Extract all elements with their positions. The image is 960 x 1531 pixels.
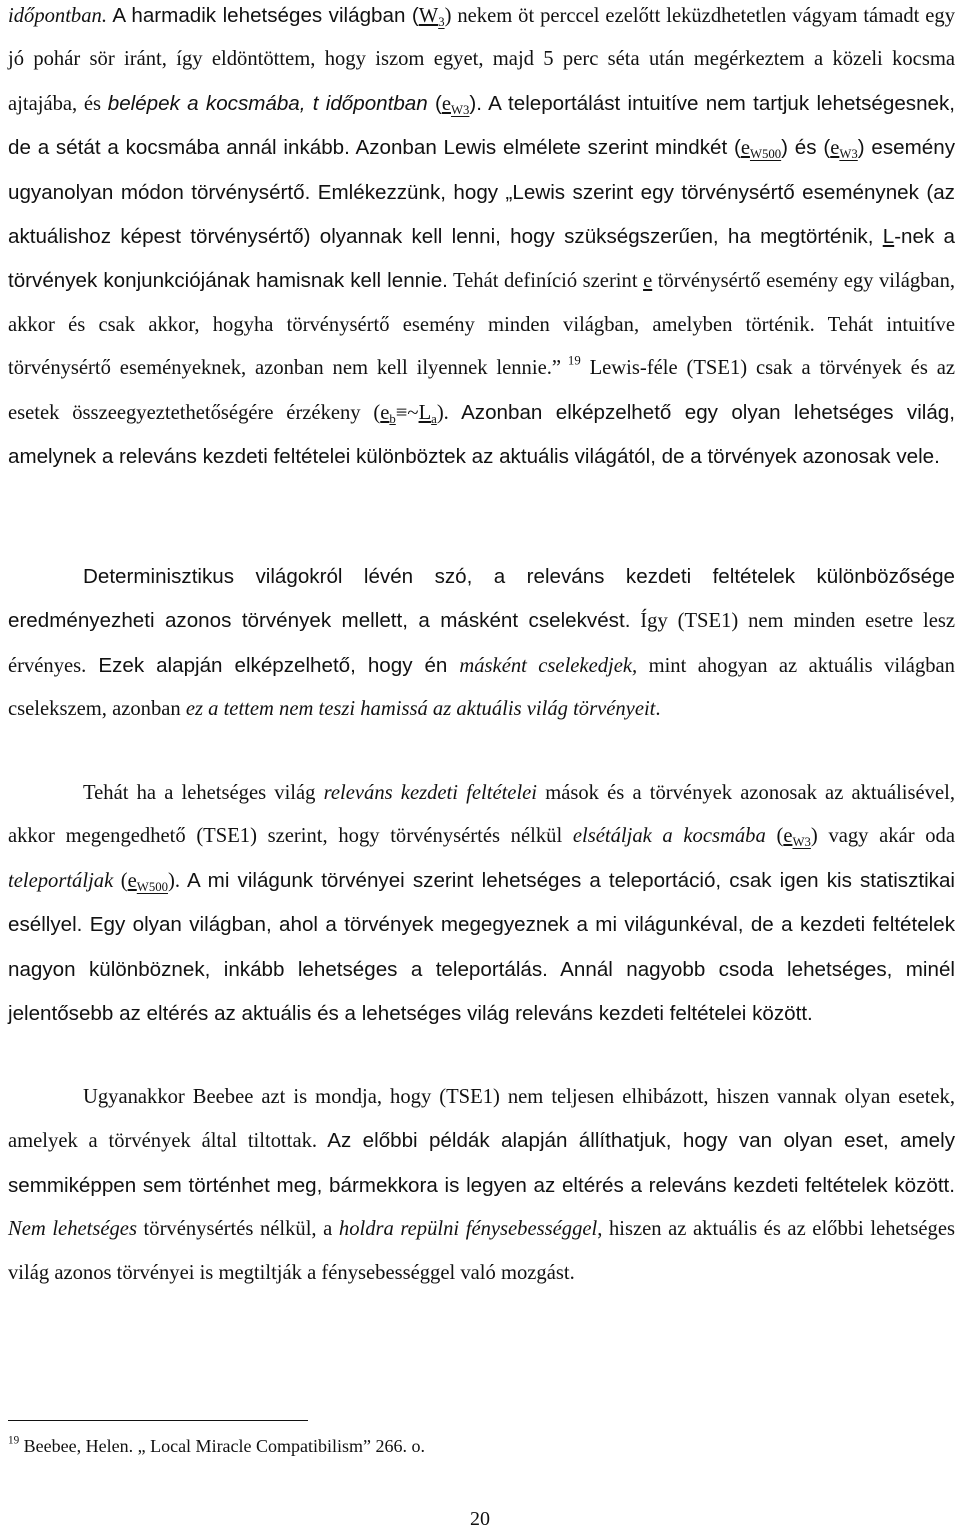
text-run: törvénysértés nélkül, a	[136, 1218, 339, 1241]
italic-text: belépek a kocsmába, t időpontban	[107, 91, 428, 115]
text-run: Lewis-féle (TSE1) csak a törvények és az esetek összeegyeztethetőségére érzékeny (	[8, 357, 955, 424]
text-run: ) és (	[781, 136, 831, 160]
quote-text: törvénysértő esemény egy világban, akkor és csak akkor, hogyha törvénysértő esemény minden világban, amelyben történik. Tehát intuitíve törvénysértő eseményeknek, azonban nem kell ilyennek lennie.”	[8, 270, 956, 380]
text-run: Azonban elképzelhető egy olyan lehetséges világ, amelynek a releváns kezdeti feltételei különböztek az aktuális világától, de a törvények azonosak vele.	[8, 400, 955, 469]
paragraph-3	[8, 772, 955, 1036]
event-symbol: e	[783, 825, 793, 848]
text-run: ) esemény ugyanolyan módon törvénysértő.	[8, 136, 955, 204]
italic-text: Nem lehetséges	[8, 1218, 137, 1241]
text-run: Determinisztikus világokról lévén szó, a releváns kezdeti feltételek különbözősége eredményezheti azonos törvények mellett, a másként cselekvést.	[8, 565, 955, 633]
quote-text: Tehát definíció szerint	[447, 270, 644, 293]
quote-text: -nek a törvények konjunkciójának hamisnak kell lennie.	[8, 225, 955, 293]
text-run: mint ahogyan az aktuális világban cselekszem, azonban	[8, 654, 955, 721]
italic-text: ez a tettem nem teszi hamissá az aktuális világ törvényeit	[185, 698, 656, 721]
text-run: (	[427, 91, 442, 115]
text-run: (	[765, 825, 784, 848]
event-symbol: e	[830, 137, 840, 160]
subscript: W3	[450, 102, 470, 117]
world-symbol: W	[418, 5, 439, 27]
subscript: a	[431, 411, 437, 426]
text-run: ) vagy akár oda	[810, 825, 955, 848]
text-run: Az előbbi példák alapján állíthatjuk, hogy van olyan eset, amely semmiképpen sem történhet meg, bármekkora is legyen az eltérés a releváns kezdeti feltételek között.	[8, 1129, 955, 1197]
text-run: időpontban.	[8, 5, 107, 27]
quote-text: Emlékezzünk, hogy „Lewis szerint egy törvénysértő eseménynek (az aktuálishoz képest törvénysértő) olyannak kell lenni, hogy szükségszerűen, ha megtörténik,	[8, 180, 955, 249]
italic-text: holdra repülni fénysebességgel	[338, 1218, 598, 1241]
equivalence-symbol: ≡~	[395, 401, 419, 424]
event-symbol: e	[380, 401, 390, 424]
subscript: 3	[438, 14, 445, 29]
event-symbol: e	[740, 137, 750, 160]
event-symbol: e	[643, 270, 653, 293]
text-run: ).	[436, 401, 449, 424]
text-run: mások és a törvények azonosak az aktuálisével, akkor megengedhető (TSE1) szerint, hogy törvénysértés nélkül	[8, 782, 955, 848]
subscript: W500	[136, 879, 168, 894]
event-symbol: e	[127, 869, 137, 892]
italic-text: elsétáljak a kocsmába	[572, 825, 766, 848]
italic-text: teleportáljak	[8, 869, 114, 892]
text-run: ).	[167, 869, 180, 892]
footnote-reference[interactable]: 19	[561, 353, 581, 368]
subscript: b	[389, 411, 396, 426]
text-run: Tehát ha a lehetséges világ	[83, 782, 324, 804]
subscript: W3	[839, 147, 858, 162]
paragraph-1	[8, 0, 955, 479]
subscript: W500	[749, 147, 782, 162]
laws-symbol: L	[882, 225, 895, 249]
italic-text: másként cselekedjek,	[459, 654, 638, 677]
text-run: Ugyanakkor Beebee azt is mondja, hogy (TSE1) nem teljesen elhibázott, hiszen vannak olyan esetek, amelyek a törvények által tiltottak.	[8, 1086, 955, 1153]
text-run: .	[655, 698, 661, 721]
text-run: ). A teleportálást intuitíve nem tartjuk lehetségesnek, de a sétát a kocsmába annál inkább. Azonban Lewis elmélete szerint mindkét (	[8, 91, 955, 160]
text-run: , hiszen az aktuális és az előbbi lehetséges világ azonos törvényei is megtiltják a fénysebességgel való mozgást.	[8, 1218, 955, 1284]
footnote-number: 19	[8, 1434, 20, 1447]
text-run: A mi világunk törvényei szerint lehetséges a teleportáció, csak igen kis statisztikai eséllyel. Egy olyan világban, ahol a törvények megegyeznek a mi világunkéval, de a kezdeti feltételek nagyon különböznek, inkább lehetséges a teleportálás.	[8, 868, 955, 981]
text-run: Ezek alapján elképzelhető, hogy én	[86, 653, 460, 677]
text-run: (	[113, 869, 128, 892]
paragraph-2	[8, 555, 955, 732]
laws-symbol: L	[418, 401, 432, 424]
text-run: Így (TSE1) nem minden esetre lesz érvényes.	[8, 610, 955, 677]
subscript: W3	[792, 835, 811, 850]
footnote	[8, 1434, 955, 1458]
italic-text: releváns kezdeti feltételei	[323, 782, 538, 804]
text-run: A harmadik lehetséges világban (	[106, 4, 419, 27]
text-run: Annál nagyobb csoda lehetséges, minél jelentősebb az eltérés az aktuális és a lehetséges világ releváns kezdeti feltételei között.	[8, 957, 955, 1026]
event-symbol: e	[441, 92, 451, 115]
footnote-separator	[8, 1420, 308, 1421]
footnote-text: Beebee, Helen. „ Local Miracle Compatibilism” 266. o.	[19, 1436, 426, 1456]
text-run: ) nekem öt perccel ezelőtt leküzdhetetlen vágyam támadt egy jó pohár sör iránt, így eldöntöttem, hogy iszom egyet, majd 5 perc séta után megérkeztem a közeli kocsma ajtajába, és	[8, 5, 955, 115]
paragraph-4	[8, 1076, 955, 1295]
page-number: 20	[470, 1508, 490, 1530]
